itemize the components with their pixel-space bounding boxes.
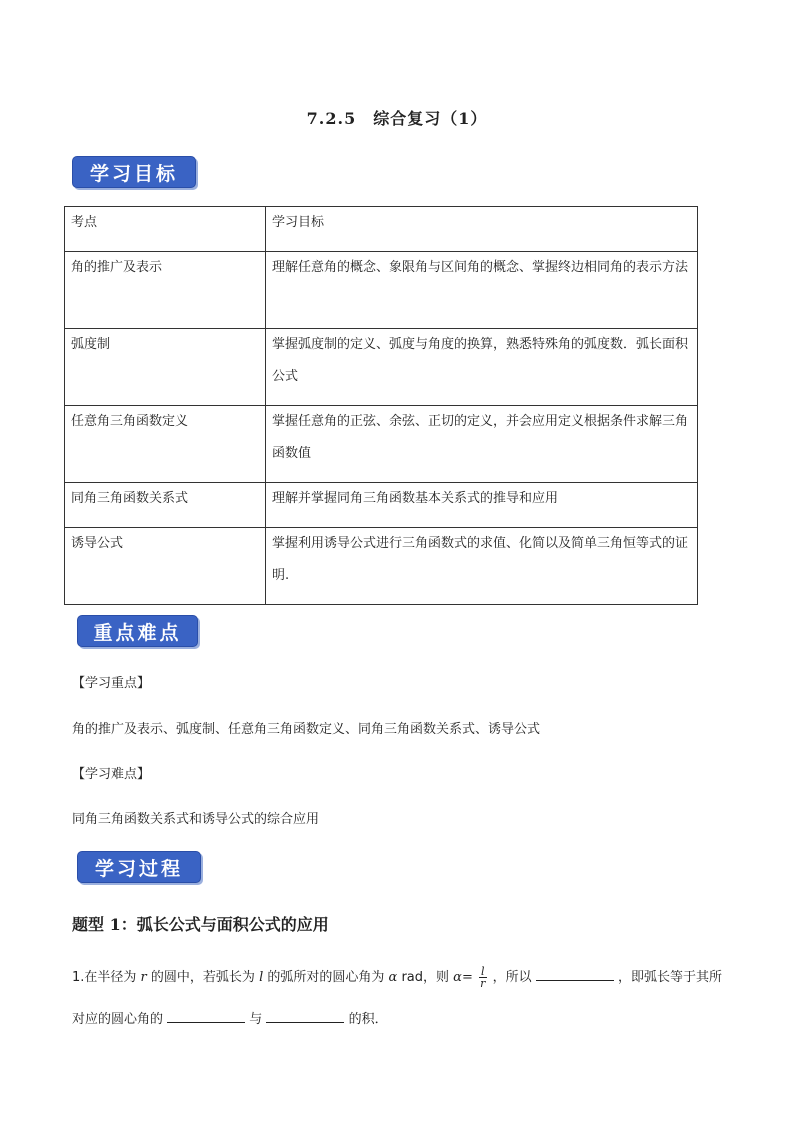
q1-text: 的弧所对的圆心角为 bbox=[267, 970, 385, 985]
table-row bbox=[65, 528, 698, 605]
difficulty-text: 同角三角函数关系式和诱导公式的综合应用 bbox=[72, 812, 320, 827]
row-topic: 诱导公式 bbox=[65, 528, 266, 605]
row-goal: 掌握任意角的正弦、余弦、正切的定义，并会应用定义根据条件求解三角函数值 bbox=[266, 406, 698, 483]
difficulty-label: 【学习难点】 bbox=[72, 767, 151, 782]
table-row bbox=[65, 483, 698, 528]
q1-text: 的圆中，若弧长为 bbox=[150, 970, 255, 985]
q1-alpha-eq: α= bbox=[453, 970, 473, 985]
question-1-line-1 bbox=[72, 966, 722, 989]
row-goal: 理解任意角的概念、象限角与区间角的概念、掌握终边相同角的表示方法 bbox=[266, 252, 698, 329]
q1-var-l: l bbox=[259, 970, 264, 985]
q1-text: 的积． bbox=[348, 1012, 388, 1027]
q1-var-r: r bbox=[140, 970, 147, 985]
q1-text: 1.在半径为 bbox=[72, 970, 137, 985]
row-topic: 同角三角函数关系式 bbox=[65, 483, 266, 528]
header-topic: 考点 bbox=[65, 207, 266, 252]
page-title: 7.2.5 综合复习（1） bbox=[306, 109, 488, 128]
fraction-l-over-r bbox=[479, 966, 487, 989]
banner-key-points: 重点难点 bbox=[77, 615, 198, 647]
banner-learning-process: 学习过程 bbox=[77, 851, 201, 883]
question-1-line-2 bbox=[72, 1008, 388, 1027]
q1-text: 对应的圆心角的 bbox=[72, 1012, 164, 1027]
answer-blank-2[interactable] bbox=[167, 1010, 245, 1023]
row-topic: 任意角三角函数定义 bbox=[65, 406, 266, 483]
key-points-label: 【学习重点】 bbox=[72, 676, 151, 691]
table-row bbox=[65, 329, 698, 406]
section-heading: 题型 1：弧长公式与面积公式的应用 bbox=[72, 915, 329, 934]
row-topic: 弧度制 bbox=[65, 329, 266, 406]
q1-text: rad，则 bbox=[401, 970, 450, 985]
answer-blank-3[interactable] bbox=[266, 1010, 344, 1023]
answer-blank-1[interactable] bbox=[536, 968, 614, 981]
row-goal: 理解并掌握同角三角函数基本关系式的推导和应用 bbox=[266, 483, 698, 528]
row-goal: 掌握利用诱导公式进行三角函数式的求值、化简以及简单三角恒等式的证明. bbox=[266, 528, 698, 605]
table-header-row bbox=[65, 207, 698, 252]
q1-var-alpha: α bbox=[388, 970, 398, 985]
fraction-denominator: r bbox=[480, 977, 486, 990]
key-points-text: 角的推广及表示、弧度制、任意角三角函数定义、同角三角函数关系式、诱导公式 bbox=[72, 722, 541, 737]
q1-text: ，即弧长等于其所 bbox=[617, 970, 722, 985]
banner-learning-goals: 学习目标 bbox=[72, 156, 196, 188]
q1-text: 与 bbox=[249, 1012, 263, 1027]
row-topic: 角的推广及表示 bbox=[65, 252, 266, 329]
header-goal: 学习目标 bbox=[266, 207, 698, 252]
fraction-numerator: l bbox=[480, 965, 485, 978]
table-row bbox=[65, 252, 698, 329]
row-goal: 掌握弧度制的定义、弧度与角度的换算，熟悉特殊角的弧度数．弧长面积公式 bbox=[266, 329, 698, 406]
table-row bbox=[65, 406, 698, 483]
learning-goals-table bbox=[64, 206, 698, 605]
q1-text: ，所以 bbox=[492, 970, 532, 985]
